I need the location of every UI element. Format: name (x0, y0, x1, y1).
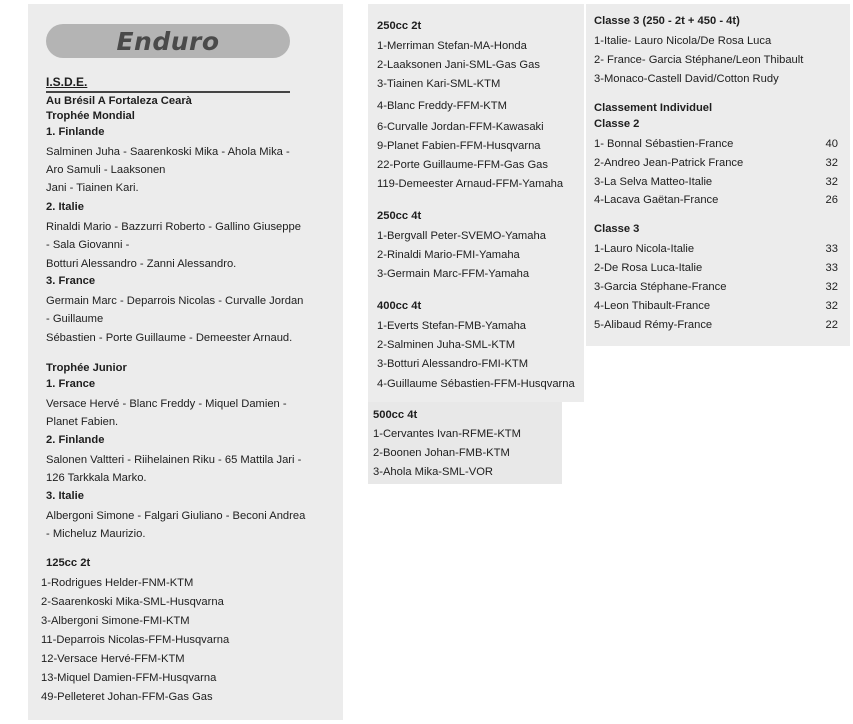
result-entry: 2-Salminen Juha-SML-KTM (377, 339, 516, 351)
result-entry: 12-Versace Hervé-FFM-KTM (41, 653, 185, 665)
ranking-name: 3-La Selva Matteo-Italie (594, 176, 713, 188)
result-entry: 2-Laaksonen Jani-SML-Gas Gas (377, 59, 540, 71)
ranking-points: 33 (825, 243, 838, 255)
ranking-name: 1-Lauro Nicola-Italie (594, 243, 695, 255)
result-entry: 22-Porte Guillaume-FFM-Gas Gas (377, 159, 548, 171)
result-entry: 3-Botturi Alessandro-FMI-KTM (377, 358, 529, 370)
team-line: Germain Marc - Deparrois Nicolas - Curvalle Jordan (46, 295, 304, 307)
ranking-name: 2-De Rosa Luca-Italie (594, 262, 703, 274)
ranking-points: 32 (825, 300, 838, 312)
ranking-name: 5-Alibaud Rémy-France (594, 319, 713, 331)
team-title: 2. Italie (46, 201, 84, 213)
result-entry: 3-Germain Marc-FFM-Yamaha (377, 268, 530, 280)
result-entry: 3-Tiainen Kari-SML-KTM (377, 78, 501, 90)
class-title: 250cc 2t (377, 20, 422, 32)
result-entry: 13-Miquel Damien-FFM-Husqvarna (41, 672, 217, 684)
class-title: 250cc 4t (377, 210, 422, 222)
result-entry: 2- France- Garcia Stéphane/Leon Thibault (594, 54, 804, 66)
team-title: 2. Finlande (46, 434, 105, 446)
heading-rule (46, 91, 290, 93)
result-entry: 119-Demeester Arnaud-FFM-Yamaha (377, 178, 564, 190)
section-title: Enduro (116, 26, 220, 56)
team-line: - Micheluz Maurizio. (46, 528, 146, 540)
result-entry: 3-Ahola Mika-SML-VOR (373, 466, 493, 478)
class-title: 500cc 4t (373, 409, 418, 421)
class-title: Classe 3 (250 - 2t + 450 - 4t) (594, 15, 740, 27)
team-line: - Sala Giovanni - (46, 239, 130, 251)
group-title: Classe 3 (594, 223, 640, 235)
individual-title: Classement Individuel (594, 102, 713, 114)
team-title: 3. France (46, 275, 96, 287)
result-entry: 3-Albergoni Simone-FMI-KTM (41, 615, 190, 627)
team-line: Salonen Valtteri - Riihelainen Riku - 65 Mattila Jari - (46, 454, 302, 466)
result-entry: 2-Saarenkoski Mika-SML-Husqvarna (41, 596, 224, 608)
ranking-name: 2-Andreo Jean-Patrick France (594, 157, 744, 169)
ranking-points: 26 (825, 194, 838, 206)
team-line: Aro Samuli - Laaksonen (46, 164, 166, 176)
ranking-points: 32 (825, 281, 838, 293)
result-entry: 4-Guillaume Sébastien-FFM-Husqvarna (377, 378, 575, 390)
section-title-banner (46, 24, 290, 58)
result-entry: 6-Curvalle Jordan-FFM-Kawasaki (377, 121, 544, 133)
trophy-junior-title: Trophée Junior (46, 362, 127, 374)
result-entry: 49-Pelleteret Johan-FFM-Gas Gas (41, 691, 213, 703)
team-line: Botturi Alessandro - Zanni Alessandro. (46, 258, 237, 270)
result-entry: 1-Merriman Stefan-MA-Honda (377, 40, 527, 52)
team-line: - Guillaume (46, 313, 104, 325)
team-line: Albergoni Simone - Falgari Giuliano - Beconi Andrea (46, 510, 306, 522)
team-line: Planet Fabien. (46, 416, 119, 428)
team-title: 1. Finlande (46, 126, 105, 138)
ranking-name: 1- Bonnal Sébastien-France (594, 138, 734, 150)
ranking-name: 3-Garcia Stéphane-France (594, 281, 727, 293)
ranking-points: 33 (825, 262, 838, 274)
result-entry: 11-Deparrois Nicolas-FFM-Husqvarna (41, 634, 230, 646)
result-entry: 1-Cervantes Ivan-RFME-KTM (373, 428, 521, 440)
isde-location: Au Brésil A Fortaleza Cearà (46, 95, 192, 107)
result-entry: 9-Planet Fabien-FFM-Husqvarna (377, 140, 541, 152)
ranking-points: 32 (825, 157, 838, 169)
team-line: 126 Tarkkala Marko. (46, 472, 147, 484)
team-line: Sébastien - Porte Guillaume - Demeester Arnaud. (46, 332, 293, 344)
team-line: Jani - Tiainen Kari. (46, 182, 139, 194)
isde-heading: I.S.D.E. (46, 75, 88, 89)
ranking-name: 4-Lacava Gaëtan-France (594, 194, 719, 206)
team-line: Salminen Juha - Saarenkoski Mika - Ahola Mika - (46, 146, 290, 158)
team-line: Rinaldi Mario - Bazzurri Roberto - Gallino Giuseppe (46, 221, 301, 233)
team-title: 1. France (46, 378, 96, 390)
result-entry: 2-Rinaldi Mario-FMI-Yamaha (377, 249, 520, 261)
ranking-name: 4-Leon Thibault-France (594, 300, 711, 312)
result-entry: 1-Rodrigues Helder-FNM-KTM (41, 577, 194, 589)
class-title: 400cc 4t (377, 300, 422, 312)
team-line: Versace Hervé - Blanc Freddy - Miquel Damien - (46, 398, 287, 410)
ranking-points: 32 (825, 176, 838, 188)
result-entry: 1-Everts Stefan-FMB-Yamaha (377, 320, 527, 332)
result-entry: 2-Boonen Johan-FMB-KTM (373, 447, 510, 459)
class-title: 125cc 2t (46, 557, 91, 569)
result-entry: 1-Bergvall Peter-SVEMO-Yamaha (377, 230, 546, 242)
group-title: Classe 2 (594, 118, 640, 130)
trophy-world-title: Trophée Mondial (46, 110, 135, 122)
result-entry: 3-Monaco-Castell David/Cotton Rudy (594, 73, 779, 85)
team-title: 3. Italie (46, 490, 84, 502)
ranking-points: 22 (825, 319, 838, 331)
result-entry: 4-Blanc Freddy-FFM-KTM (377, 100, 507, 112)
ranking-points: 40 (825, 138, 838, 150)
result-entry: 1-Italie- Lauro Nicola/De Rosa Luca (594, 35, 772, 47)
